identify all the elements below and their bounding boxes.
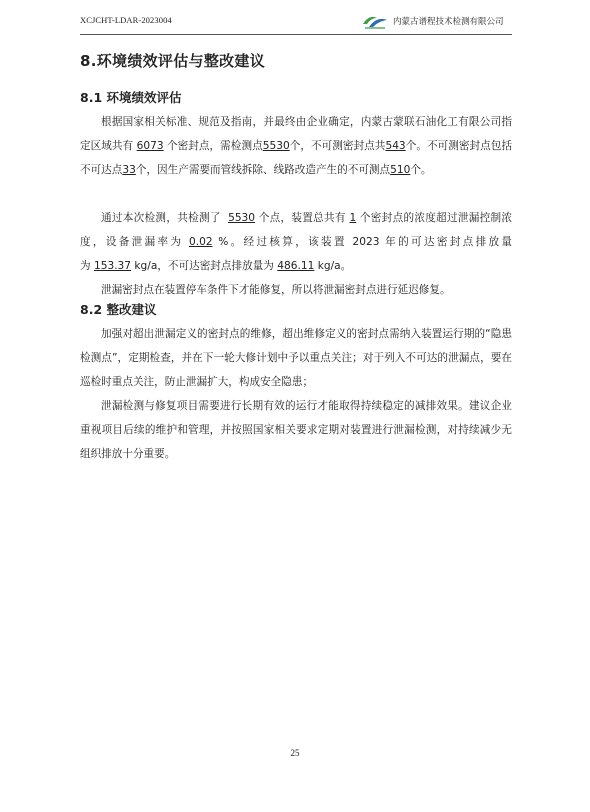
page-header	[80, 12, 512, 35]
subsection-title-8-2: 8.2 整改建议	[80, 302, 157, 317]
paragraph-8-1-1	[80, 110, 512, 182]
detected-count-value: 5530	[228, 212, 256, 224]
text-run: 通过本次检测，共检测了	[101, 212, 221, 224]
page-number: 25	[290, 748, 300, 758]
other-undetectable-value: 510	[390, 164, 411, 176]
text-run: 个。不可测密封点包括不可达点	[80, 140, 513, 176]
detect-points-value: 5530	[262, 140, 290, 152]
text-run: 个点，装置总共有	[258, 212, 346, 224]
text-run: 个，因生产需要而管线拆除、线路改造产生的不可测点	[135, 164, 391, 176]
text-run: 个密封点的浓度超过泄漏控制浓度，设备泄漏率为	[80, 212, 513, 248]
text-run: kg/a，不可达密封点排放量为	[134, 260, 274, 272]
company-name: 内蒙古谱程技术检测有限公司	[393, 17, 504, 27]
reachable-emission-value: 153.37	[93, 260, 132, 272]
document-code: XCJCHT-LDAR-2023004	[80, 15, 172, 25]
text-run: 根据国家相关标准、规范及指南，并最终由企业确定，内蒙古蒙联石油化工有限公司指定区域共有	[80, 116, 512, 152]
undetectable-points-value: 543	[385, 140, 406, 152]
text-run: kg/a。	[317, 260, 352, 272]
leak-rate-value: 0.02	[188, 236, 213, 248]
subsection-title-8-1: 8.1 环境绩效评估	[80, 90, 182, 105]
paragraph-8-1-3: 泄漏密封点在装置停车条件下才能修复，所以将泄漏密封点进行延迟修复。	[101, 284, 451, 296]
text-run: 个。	[410, 164, 432, 176]
unreachable-points-value: 33	[122, 164, 136, 176]
paragraph-8-1-2	[80, 206, 512, 278]
text-run: 个密封点，需检测点	[167, 140, 263, 152]
paragraph-8-2-2: 泄漏检测与修复项目需要进行长期有效的运行才能取得持续稳定的减排效果。建议企业重视项目后续的维护和管理，并按照国家相关要求定期对装置进行泄漏检测，对持续减少无组织排放十分重要。	[80, 400, 512, 460]
company-logo-icon	[361, 12, 389, 30]
text-run: 个，不可测密封点共	[289, 140, 386, 152]
total-points-value: 6073	[136, 140, 164, 152]
section-title: 8.环境绩效评估与整改建议	[80, 52, 266, 70]
paragraph-8-2-1: 加强对超出泄漏定义的密封点的维修，超出维修定义的密封点需纳入装置运行期的“隐患检测点”，定期检查，并在下一轮大修计划中予以重点关注；对于列入不可达的泄漏点，要在巡检时重点关注，防止泄漏扩大，构成安全隐患；	[80, 328, 512, 388]
unreachable-emission-value: 486.11	[277, 260, 315, 272]
leak-count-value: 1	[349, 212, 357, 224]
text-run: %。经过核算，该装置 2023 年的可达密封点排放量为	[80, 236, 512, 272]
